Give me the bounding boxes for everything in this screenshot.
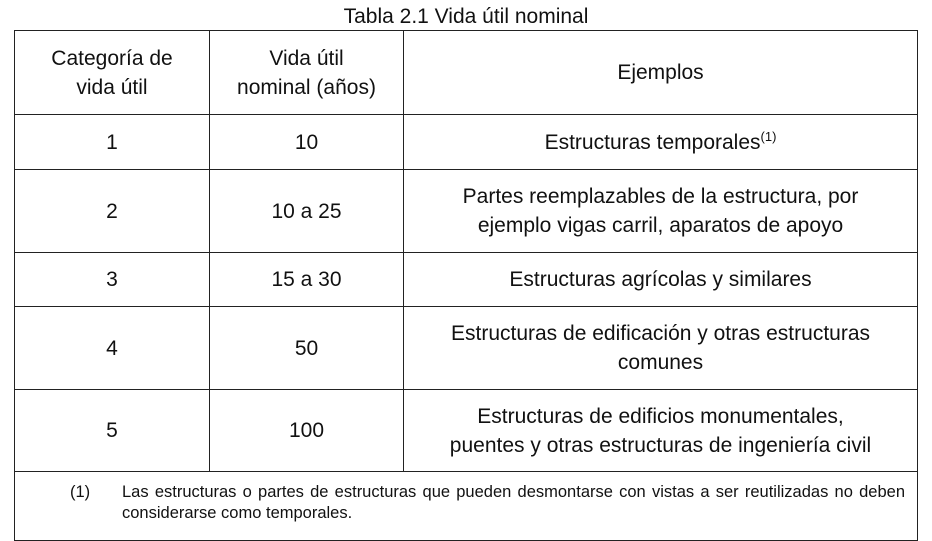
example-text-line1: Partes reemplazables de la estructura, por bbox=[462, 185, 859, 208]
footnote-row bbox=[15, 472, 918, 541]
table-row bbox=[15, 307, 918, 390]
life-cell: 50 bbox=[210, 307, 404, 390]
table-row bbox=[15, 390, 918, 472]
example-cell bbox=[404, 307, 918, 390]
footnote-text: Las estructuras o partes de estructuras que pueden desmontarse con vistas a ser reutilizadas no deben considerarse como temporales. bbox=[122, 483, 905, 522]
life-cell: 100 bbox=[210, 390, 404, 472]
life-cell: 10 a 25 bbox=[210, 170, 404, 253]
example-cell: Estructuras agrícolas y similares bbox=[404, 253, 918, 307]
category-cell: 3 bbox=[15, 253, 210, 307]
example-cell bbox=[404, 170, 918, 253]
table-caption: Tabla 2.1 Vida útil nominal bbox=[343, 5, 589, 28]
example-text-line1: Estructuras de edificios monumentales, bbox=[477, 404, 844, 428]
example-text-line1: Estructuras de edificación y otras estructuras bbox=[450, 322, 870, 345]
category-cell: 5 bbox=[15, 390, 210, 472]
life-cell: 15 a 30 bbox=[210, 253, 404, 307]
table-header-row bbox=[15, 31, 918, 115]
life-cell: 10 bbox=[210, 115, 404, 170]
table-row bbox=[15, 253, 918, 307]
example-text: Estructuras temporales bbox=[544, 130, 761, 154]
service-life-table bbox=[14, 30, 918, 541]
header-life-line1: Vida útil bbox=[269, 46, 344, 70]
category-cell: 4 bbox=[15, 307, 210, 390]
header-category-line1: Categoría de bbox=[51, 46, 173, 70]
example-text-line2: comunes bbox=[617, 351, 704, 374]
header-examples: Ejemplos bbox=[404, 31, 918, 115]
header-life-line2: nominal (años) bbox=[237, 75, 376, 99]
example-text-line2: ejemplo vigas carril, aparatos de apoyo bbox=[477, 214, 844, 237]
example-text-line2: puentes y otras estructuras de ingeniería civil bbox=[449, 433, 872, 457]
footnote-cell bbox=[15, 472, 918, 541]
table-row bbox=[15, 170, 918, 253]
header-category-line2: vida útil bbox=[76, 75, 148, 99]
example-cell bbox=[404, 115, 918, 170]
example-cell bbox=[404, 390, 918, 472]
footnote-ref: (1) bbox=[760, 128, 777, 144]
header-life bbox=[210, 31, 404, 115]
header-category bbox=[15, 31, 210, 115]
category-cell: 2 bbox=[15, 170, 210, 253]
footnote-number: (1) bbox=[70, 483, 91, 501]
category-cell: 1 bbox=[15, 115, 210, 170]
table-row bbox=[15, 115, 918, 170]
